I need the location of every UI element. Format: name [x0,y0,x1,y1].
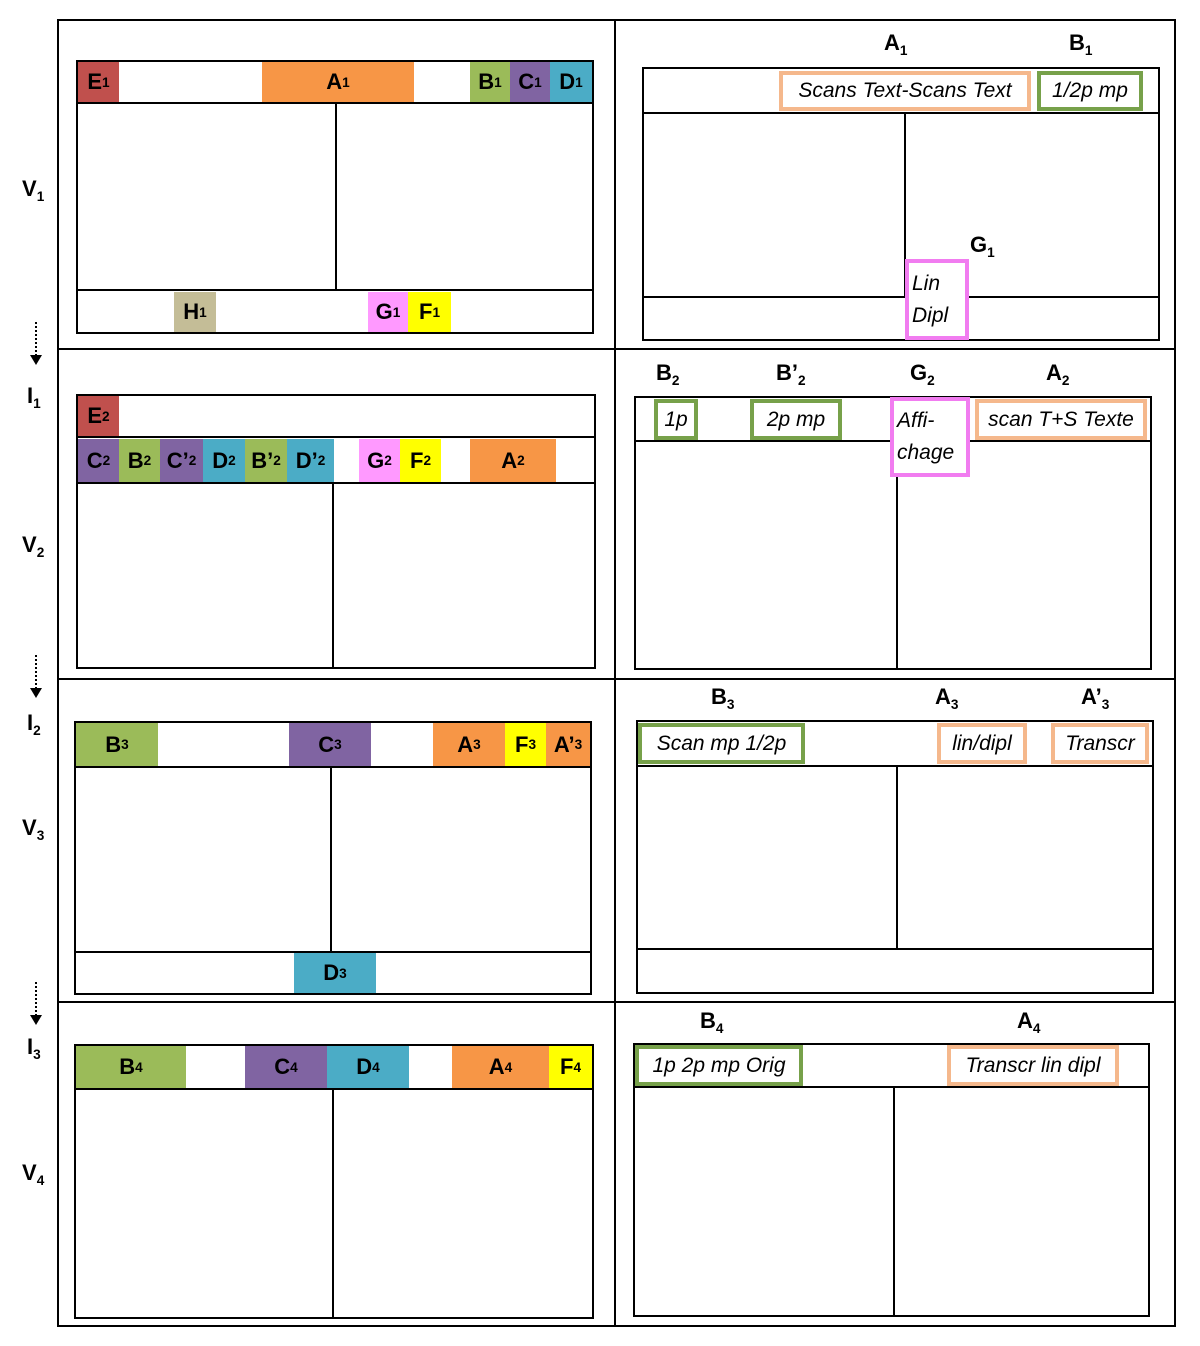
box-half-page-mp: 1/2p mp [1037,71,1143,111]
label-b1: $B_1$ [1069,30,1093,58]
label-a2: $A_2$ [1046,360,1070,388]
row-label-v1: $V_1$ [22,176,45,204]
label-a-prime-3: $A’_3$ [1081,684,1110,712]
box-line: Affi- [897,409,935,432]
box-line: chage [897,441,955,464]
label-b2: $B_2$ [656,360,680,388]
row-label-i1: $I_1$ [27,383,41,411]
window-divider [76,436,596,438]
arrow-down-icon [30,355,42,365]
tag-c3: C 3 [289,723,371,766]
box-transcr-3: Transcr [1051,723,1149,764]
pane-divider [893,1086,895,1316]
label-a1: $A_1$ [884,30,908,58]
box-scan-ts-texte: scan T+S Texte [975,399,1147,440]
tag-b-prime-2: B’ 2 [245,439,287,482]
tag-a4: A 4 [452,1046,549,1088]
tag-a2: A 2 [470,439,556,482]
box-affichage [890,397,970,477]
arrow-down-icon [30,688,42,698]
window-divider [76,482,596,484]
tag-h1: H 1 [174,292,216,332]
row-label-v4: $V_4$ [22,1160,45,1188]
tag-d1: D 1 [550,62,592,102]
label-b4: $B_4$ [700,1008,724,1036]
tag-f4: F 4 [549,1046,592,1088]
tag-a3: A 3 [433,723,505,766]
tag-b4: B 4 [76,1046,186,1088]
window-divider [642,112,1160,114]
transition-arrow [35,982,39,1016]
table-row-divider [57,1001,1176,1003]
table-border-bottom [57,1325,1176,1327]
tag-e2: E 2 [78,396,119,436]
table-divider-middle [614,19,616,1327]
tag-d4: D 4 [327,1046,409,1088]
box-2p-mp: 2p mp [750,399,842,440]
label-b3: $B_3$ [711,684,735,712]
tag-f3: F 3 [505,723,546,766]
tag-d3: D 3 [294,953,376,993]
pane-divider [335,102,337,290]
box-lin-dipl [905,259,969,340]
table-row-divider [57,678,1176,680]
label-g1: $G_1$ [970,232,995,260]
table-border-left [57,19,59,1327]
row-label-i2: $I_2$ [27,710,41,738]
box-line: Dipl [912,303,949,327]
tag-d-prime-2: D’ 2 [287,439,334,482]
tag-c4: C 4 [245,1046,327,1088]
box-line: Lin [912,271,941,295]
table-border-right [1174,19,1176,1327]
table-row-divider [57,348,1176,350]
tag-a-prime-3: A’ 3 [546,723,590,766]
window-divider [633,1086,1150,1088]
label-g2: $G_2$ [910,360,935,388]
window-divider [636,948,1154,950]
tag-c1: C 1 [510,62,550,102]
tag-g2: G 2 [359,439,400,482]
table-border-top [57,19,1176,21]
tag-b3: B 3 [76,723,158,766]
row-label-i3: $I_3$ [27,1034,41,1062]
tag-f1: F 1 [408,292,451,332]
tag-e1: E 1 [78,62,119,102]
tag-a1: A 1 [262,62,414,102]
row-label-v2: $V_2$ [22,532,45,560]
window-divider [74,766,592,768]
transition-arrow [35,655,39,689]
tag-b2: B 2 [119,439,160,482]
label-b-prime-2: $B’_2$ [776,360,806,388]
pane-divider [332,1088,334,1318]
box-scans-text: Scans Text-Scans Text [779,71,1031,111]
window-divider [74,1088,594,1090]
tag-f2: F 2 [400,439,441,482]
row-label-v3: $V_3$ [22,815,45,843]
label-a4: $A_4$ [1017,1008,1041,1036]
box-1p-2p-mp-orig: 1p 2p mp Orig [635,1045,803,1086]
tag-d2: D 2 [203,439,245,482]
box-1p: 1p [654,399,698,440]
tag-b1: B 1 [470,62,510,102]
window-divider [642,296,1160,298]
pane-divider [330,766,332,952]
tag-c2: C 2 [78,439,119,482]
pane-divider [332,482,334,668]
box-transcr-lin-dipl: Transcr lin dipl [947,1045,1119,1086]
box-scan-mp-half-page: Scan mp 1/2p [638,723,805,764]
transition-arrow [35,322,39,356]
tag-c-prime-2: C’ 2 [160,439,203,482]
pane-divider [896,765,898,949]
label-a3: $A_3$ [935,684,959,712]
arrow-down-icon [30,1015,42,1025]
box-lin-dipl-3: lin/dipl [937,723,1027,764]
window-divider [636,765,1154,767]
tag-g1: G 1 [368,292,408,332]
